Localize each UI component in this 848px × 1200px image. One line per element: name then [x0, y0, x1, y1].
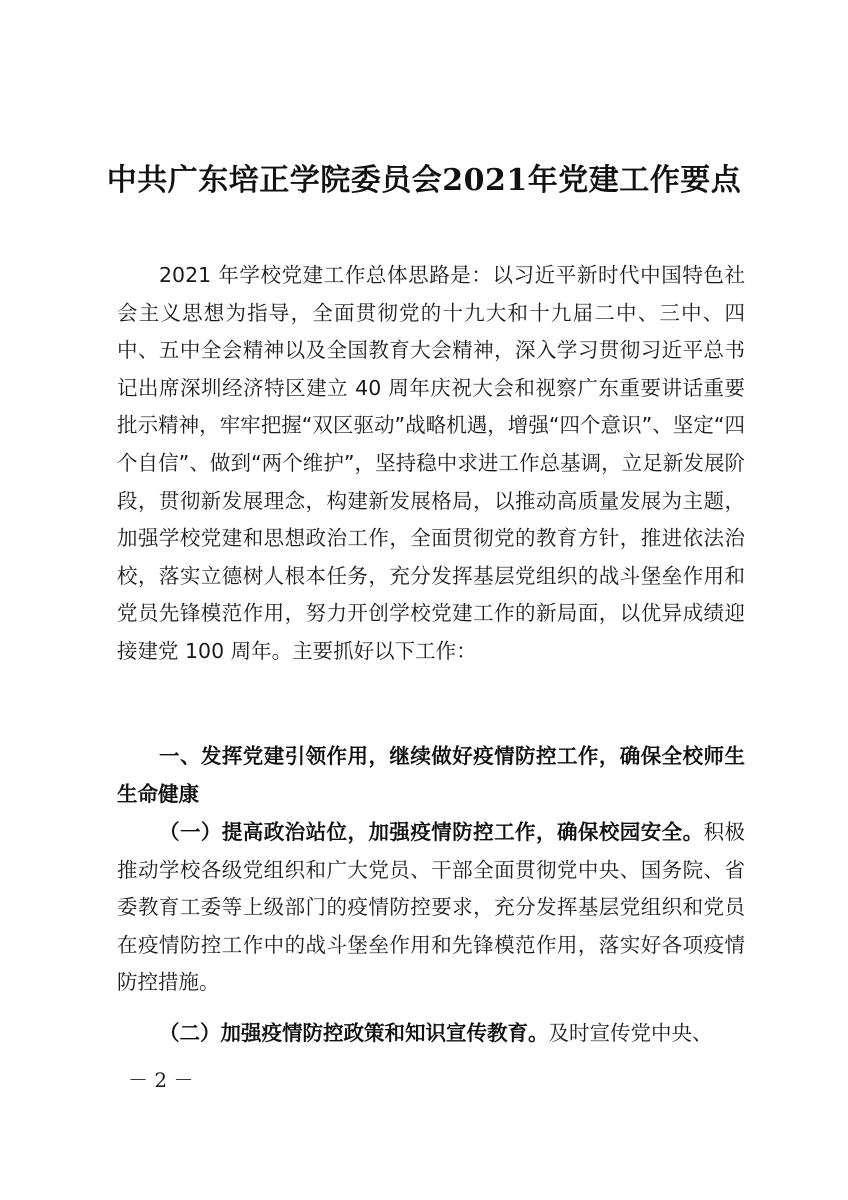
page-number: － 2 －	[128, 1068, 194, 1092]
document-title: 中共广东培正学院委员会2021年党建工作要点	[106, 163, 742, 198]
item-paragraph-2	[117, 1015, 745, 1053]
item-2-lead: （二）加强疫情防控政策和知识宣传教育。	[159, 1021, 549, 1045]
item-1-text: 积极推动学校各级党组织和广大党员、干部全面贯彻党中央、国务院、省委教育工委等上级部门的疫情防控要求，充分发挥基层党组织和党员在疫情防控工作中的战斗堡垒作用和先锋模范作用，落实好各项疫情防控措施。	[117, 820, 746, 995]
item-paragraph-1	[117, 814, 745, 1002]
section-heading-1: 一、发挥党建引领作用，继续做好疫情防控工作，确保全校师生生命健康	[117, 744, 745, 806]
item-1-lead: （一）提高政治站位，加强疫情防控工作，确保校园安全。	[159, 820, 704, 844]
intro-paragraph: 2021 年学校党建工作总体思路是：以习近平新时代中国特色社会主义思想为指导，全面贯彻党的十九大和十九届二中、三中、四中、五中全会精神以及全国教育大会精神，深入学习贯彻习近平总书记出席深圳经济特区建立 40 周年庆祝大会和视察广东重要讲话重要批示精神，牢牢把握“双区驱动”战略机遇，增强“四个意识”、坚定“四个自信”、做到“两个维护”，坚持稳中求进工作总基调，立足新发展阶段，贯彻新发展理念，构建新发展格局，以推动高质量发展为主题，加强学校党建和思想政治工作，全面贯彻党的教育方针，推进依法治校，落实立德树人根本任务，充分发挥基层党组织的战斗堡垒作用和党员先锋模范作用，努力开创学校党建工作的新局面，以优异成绩迎接建党 100 周年。主要抓好以下工作：	[117, 263, 745, 663]
item-2-text: 及时宣传党中央、	[548, 1021, 713, 1045]
